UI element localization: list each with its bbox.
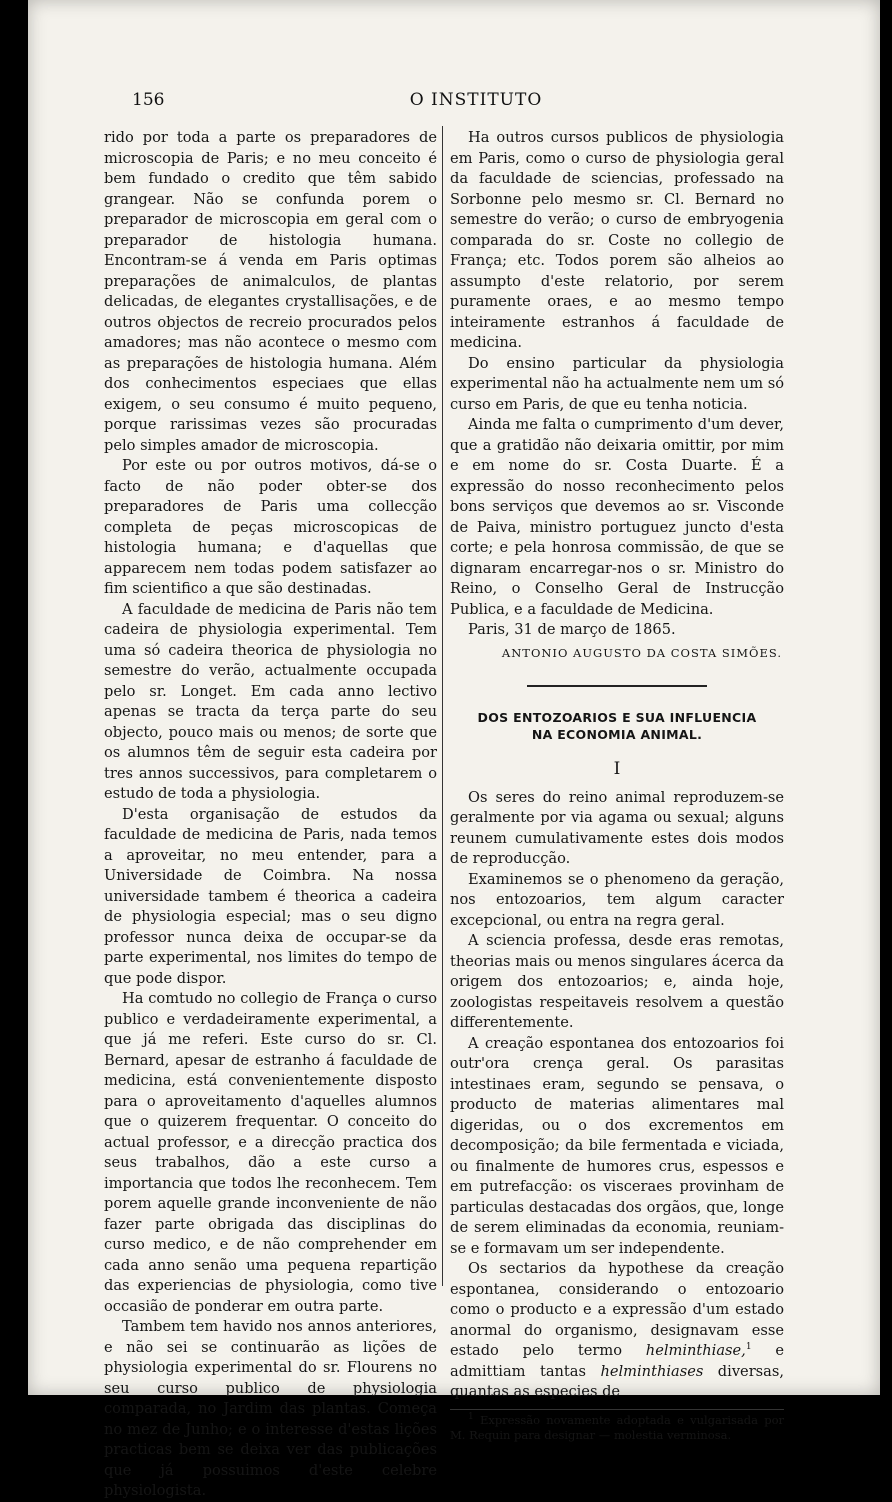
- right-column: [450, 128, 784, 1443]
- paragraph: Por este ou por outros motivos, dá-se o facto de não poder obter-se dos preparadores de Paris uma collecção completa de peças microscopicas de histologia humana; e d'aquellas que apparecem nem todas podem satisfazer ao fim scientifico a que são destinadas.: [104, 457, 437, 597]
- section-title: [450, 709, 784, 743]
- paragraph: Do ensino particular da physiologia experimental não ha actualmente nem um só curso em Paris, de que eu tenha noticia.: [450, 354, 784, 413]
- section-numeral: I: [613, 759, 621, 779]
- footnote-reference: 1: [745, 1342, 752, 1353]
- page-header: [132, 90, 820, 114]
- text-run: Os sectarios da hypothese da creação espontanea, considerando o entozoario como o producto e a expressão d'um estado anormal do organismo, designavam esse estado pelo termo: [450, 1260, 784, 1359]
- text-run: diversas, quantas as especies de: [450, 1362, 784, 1400]
- footnote-mark: 1: [468, 1411, 474, 1422]
- section-title-line: NA ECONOMIA ANIMAL.: [531, 727, 703, 742]
- column-divider: [442, 126, 443, 1286]
- paragraph: D'esta organisação de estudos da faculdade de medicina de Paris, nada temos a aproveitar, no meu entender, para a Universidade de Coimbra. Na nossa universidade tambem é theorica a cadeira de physiologia especial; mas o seu digno professor nunca deixa de occupar-se da parte experimental, nos limites do tempo de que pode dispor.: [104, 805, 437, 987]
- section-title-line: DOS ENTOZOARIOS E SUA INFLUENCIA: [477, 710, 757, 725]
- paragraph: rido por toda a parte os preparadores de microscopia de Paris; e no meu conceito é bem fundado o credito que têm sabido grangear. Não se confunda porem o preparador de microscopia em geral com o preparador de histologia humana. Encontram-se á venda em Paris optimas preparações de animalculos, de plantas delicadas, de elegantes crystallisações, e de outros objectos de recreio procurados pelos amadores; mas não acontece o mesmo com as preparações de histologia humana. Além dos conhecimentos especiaes que ellas exigem, o seu consumo é muito pequeno, porque rarissimas vezes são procuradas pelo simples amador de microscopia.: [104, 129, 437, 454]
- footnote-rule: [450, 1409, 784, 1410]
- section-divider: [527, 685, 707, 687]
- paragraph: [450, 1259, 784, 1403]
- text-run: e admittiam tantas: [450, 1342, 784, 1380]
- footnote: [450, 1413, 784, 1443]
- paragraph: Ha comtudo no collegio de França o curso publico e verdadeiramente experimental, a que já me referi. Este curso do sr. Cl. Bernard, apesar de estranho á faculdade de medicina, está convenientemente disposto para o aproveitamento d'aquelles alumnos que o quizerem frequentar. O conceito do actual professor, e a direcção practica dos seus trabalhos, dão a este curso a importancia que todos lhe reconhecem. Tem porem aquelle grande inconveniente de não fazer parte obrigada das disciplinas do curso medico, e de não comprehender em cada anno senão uma pequena repartição das experiencias de physiologia, como tive occasião de ponderar em outra parte.: [104, 990, 437, 1315]
- paragraph: A creação espontanea dos entozoarios foi outr'ora crença geral. Os parasitas intestinaes eram, segundo se pensava, o producto de materias alimentares mal digeridas, ou o dos excrementos em decomposição; da bile fermentada e viciada, ou finalmente de humores crus, espessos e em putrefacção: os visceraes provinham de particulas destacadas dos orgãos, que, longe de serem eliminadas da economia, reuniam-se e formavam um ser independente.: [450, 1034, 784, 1257]
- running-title: O INSTITUTO: [409, 90, 543, 110]
- author-signature: ANTONIO AUGUSTO DA COSTA SIMÕES.: [501, 645, 782, 660]
- paragraph: Os seres do reino animal reproduzem-se geralmente por via agama ou sexual; alguns reunem cumulativamente estes dois modos de reproducção.: [450, 788, 784, 867]
- footnote-text: Expressão novamente adoptada e vulgarisada por M. Requin para designar — molestia verminosa.: [450, 1412, 785, 1442]
- left-column: [104, 128, 437, 1502]
- italic-term: helminthiases: [600, 1362, 704, 1380]
- date-line: Paris, 31 de março de 1865.: [468, 621, 676, 638]
- paragraph: Examinemos se o phenomeno da geração, nos entozoarios, tem algum caracter excepcional, ou entra na regra geral.: [450, 870, 784, 929]
- paragraph: A sciencia professa, desde eras remotas, theorias mais ou menos singulares ácerca da origem dos entozoarios; e, ainda hoje, zoologistas respeitaveis resolvem a questão differentemente.: [450, 932, 784, 1031]
- paragraph: Ha outros cursos publicos de physiologia em Paris, como o curso de physiologia geral da faculdade de sciencias, professado na Sorbonne pelo mesmo sr. Cl. Bernard no semestre do verão; o curso de embryogenia comparada do sr. Coste no collegio de França; etc. Todos porem são alheios ao assumpto d'este relatorio, por serem puramente oraes, e ao mesmo tempo inteiramente estranhos á faculdade de medicina.: [450, 129, 784, 351]
- italic-term: helminthiase,: [645, 1342, 746, 1359]
- page-number: 156: [132, 90, 165, 110]
- paragraph: Tambem tem havido nos annos anteriores, e não sei se continuarão as lições de physiologia experimental do sr. Flourens no seu curso publico de physiologia comparada, no Jardim das plantas. Começa no mez de Junho; e o interesse d'estas lições practicas bem se deixa ver das publicações que já possuimos d'este celebre physiologista.: [104, 1318, 437, 1499]
- paragraph: A faculdade de medicina de Paris não tem cadeira de physiologia experimental. Tem uma só cadeira theorica de physiologia no semestre do verão, actualmente occupada pelo sr. Longet. Em cada anno lectivo apenas se tracta da terça parte do seu objecto, pouco mais ou menos; de sorte que os alumnos têm de seguir esta cadeira por tres annos successivos, para completarem o estudo de toda a physiologia.: [104, 600, 437, 802]
- paragraph: Ainda me falta o cumprimento d'um dever, que a gratidão não deixaria omittir, por mim e em nome do sr. Costa Duarte. É a expressão do nosso reconhecimento pelos bons serviços que devemos ao sr. Visconde de Paiva, ministro portuguez juncto d'esta corte; e pela honrosa commissão, de que se dignaram encarregar-nos o sr. Ministro do Reino, o Conselho Geral de Instrucção Publica, e a faculdade de Medicina.: [450, 416, 784, 618]
